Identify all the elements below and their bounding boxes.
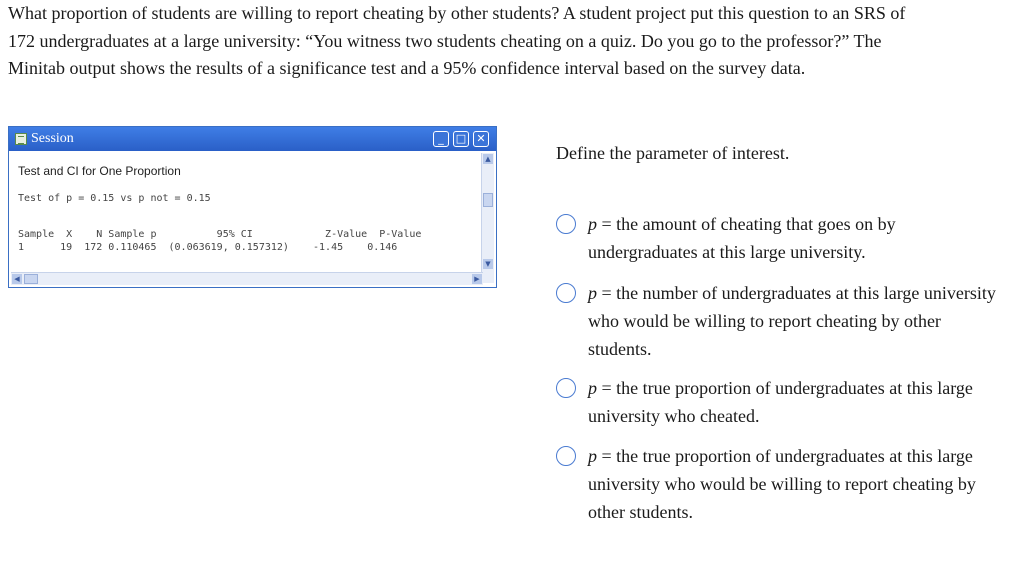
maximize-button[interactable]: □ — [453, 131, 469, 147]
results-data-row: 1 19 172 0.110465 (0.063619, 0.157312) -1.45 0.146 — [18, 242, 398, 253]
session-titlebar[interactable] — [9, 127, 496, 151]
question-prompt: Define the parameter of interest. — [556, 143, 790, 163]
results-header-row: Sample X N Sample p 95% CI Z-Value P-Value — [18, 229, 422, 240]
problem-line-3: Minitab output shows the results of a significance test and a 95% confidence interval based on the survey data. — [8, 58, 806, 78]
vertical-scroll-thumb[interactable] — [483, 193, 493, 207]
radio-button-icon[interactable] — [556, 283, 576, 303]
option-label: p = the amount of cheating that goes on by undergraduates at this large university. — [588, 214, 896, 262]
test-hypothesis-line: Test of p = 0.15 vs p not = 0.15 — [18, 193, 211, 204]
radio-button-icon[interactable] — [556, 446, 576, 466]
problem-line-1: What proportion of students are willing to report cheating by other students? A student project put this question to an SRS of — [8, 3, 906, 23]
session-window-icon — [15, 133, 27, 145]
horizontal-scrollbar[interactable] — [11, 272, 483, 285]
option-label: p = the true proportion of undergraduates at this large university who cheated. — [588, 378, 973, 426]
problem-statement — [8, 0, 1013, 83]
option-3[interactable] — [556, 374, 996, 430]
problem-line-2: 172 undergraduates at a large university: “You witness two students cheating on a quiz. Do you go to the professor?” The — [8, 30, 882, 51]
option-1[interactable] — [556, 210, 996, 266]
close-button[interactable]: ✕ — [473, 131, 489, 147]
output-title: Test and CI for One Proportion — [18, 164, 181, 178]
scroll-down-arrow-icon[interactable]: ▼ — [483, 259, 493, 269]
option-2[interactable] — [556, 279, 996, 363]
radio-button-icon[interactable] — [556, 378, 576, 398]
option-label: p = the number of undergraduates at this large university who would be willing to report cheating by other students. — [588, 283, 996, 359]
minimize-button[interactable]: _ — [433, 131, 449, 147]
option-label: p = the true proportion of undergraduates at this large university who would be willing to report cheating by other students. — [588, 446, 976, 522]
option-4[interactable] — [556, 442, 996, 526]
radio-button-icon[interactable] — [556, 214, 576, 234]
scroll-right-arrow-icon[interactable]: ▶ — [472, 274, 482, 284]
minitab-session-window — [8, 126, 497, 288]
vertical-scrollbar[interactable] — [481, 153, 494, 283]
horizontal-scroll-thumb[interactable] — [24, 274, 38, 284]
scroll-up-arrow-icon[interactable]: ▲ — [483, 154, 493, 164]
session-title: Session — [31, 131, 74, 146]
session-output — [11, 153, 483, 271]
scroll-left-arrow-icon[interactable]: ◀ — [12, 274, 22, 284]
